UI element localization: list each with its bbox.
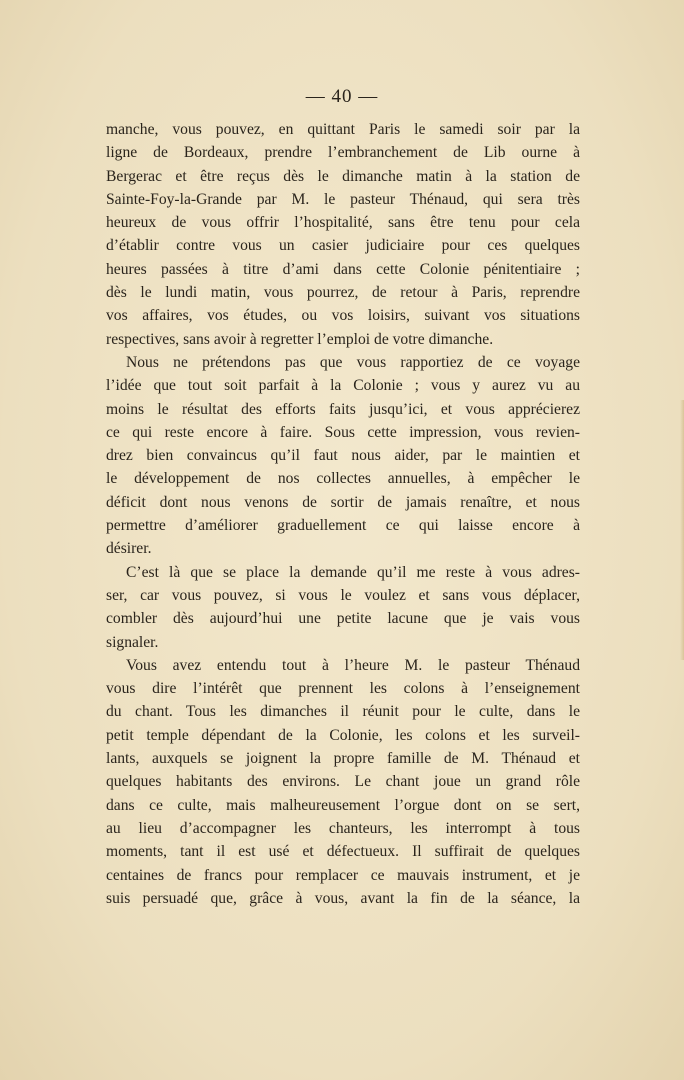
text-line: d’établir contre vous un casier judiciaire pour ces quelques [106, 237, 580, 255]
text-line: ce qui reste encore à faire. Sous cette impression, vous revien- [106, 423, 580, 441]
text-line: heures passées à titre d’ami dans cette Colonie pénitentiaire ; [106, 260, 580, 278]
text-line: au lieu d’accompagner les chanteurs, les interrompt à tous [106, 819, 580, 837]
text-line: moins le résultat des efforts faits jusqu’ici, et vous apprécierez [106, 400, 580, 418]
text-line: vous dire l’intérêt que prennent les colons à l’enseignement [106, 680, 580, 698]
text-line: l’idée que tout soit parfait à la Colonie ; vous y aurez vu au [106, 377, 580, 395]
text-line: Vous avez entendu tout à l’heure M. le pasteur Thénaud [126, 656, 580, 674]
text-line: suis persuadé que, grâce à vous, avant la fin de la séance, la [106, 889, 580, 907]
text-line: ligne de Bordeaux, prendre l’embranchement de Lib ourne à [106, 144, 580, 162]
text-line: désirer. [106, 540, 152, 558]
text-line: heureux de vous offrir l’hospitalité, sans être tenu pour cela [106, 214, 580, 232]
text-line: combler dès aujourd’hui une petite lacune que je vais vous [106, 610, 580, 628]
text-line: permettre d’améliorer graduellement ce qui laisse encore à [106, 517, 580, 535]
body-text [106, 118, 580, 910]
text-line: moments, tant il est usé et défectueux. Il suffirait de quelques [106, 843, 580, 861]
text-line: du chant. Tous les dimanches il réunit pour le culte, dans le [106, 703, 580, 721]
page-edge-shadow [680, 400, 684, 660]
text-line: petit temple dépendant de la Colonie, les colons et les surveil- [106, 726, 580, 744]
text-line: dès le lundi matin, vous pourrez, de retour à Paris, reprendre [106, 284, 580, 302]
text-line: manche, vous pouvez, en quittant Paris le samedi soir par la [106, 121, 580, 138]
text-line: lants, auxquels se joignent la propre famille de M. Thénaud et [106, 750, 580, 768]
text-line: centaines de francs pour remplacer ce mauvais instrument, et je [106, 866, 580, 884]
text-line: déficit dont nous venons de sortir de jamais renaître, et nous [106, 493, 580, 511]
page-number: — 40 — [305, 86, 379, 107]
text-line: drez bien convaincus qu’il faut nous aider, par le maintien et [106, 447, 580, 465]
text-line: signaler. [106, 633, 159, 651]
text-line: ser, car vous pouvez, si vous le voulez et sans vous déplacer, [106, 586, 580, 604]
text-line: vos affaires, vos études, ou vos loisirs, suivant vos situations [106, 307, 580, 325]
text-line: le développement de nos collectes annuelles, à empêcher le [106, 470, 580, 488]
text-line: respectives, sans avoir à regretter l’emploi de votre dimanche. [106, 330, 494, 348]
text-line: dans ce culte, mais malheureusement l’orgue dont on se sert, [106, 796, 580, 814]
text-line: Bergerac et être reçus dès le dimanche matin à la station de [106, 167, 580, 185]
text-line: Sainte-Foy-la-Grande par M. le pasteur Thénaud, qui sera très [106, 190, 580, 208]
text-line: Nous ne prétendons pas que vous rapportiez de ce voyage [126, 353, 580, 371]
text-line: quelques habitants des environs. Le chant joue un grand rôle [106, 773, 580, 791]
text-line: C’est là que se place la demande qu’il me reste à vous adres- [126, 563, 580, 581]
